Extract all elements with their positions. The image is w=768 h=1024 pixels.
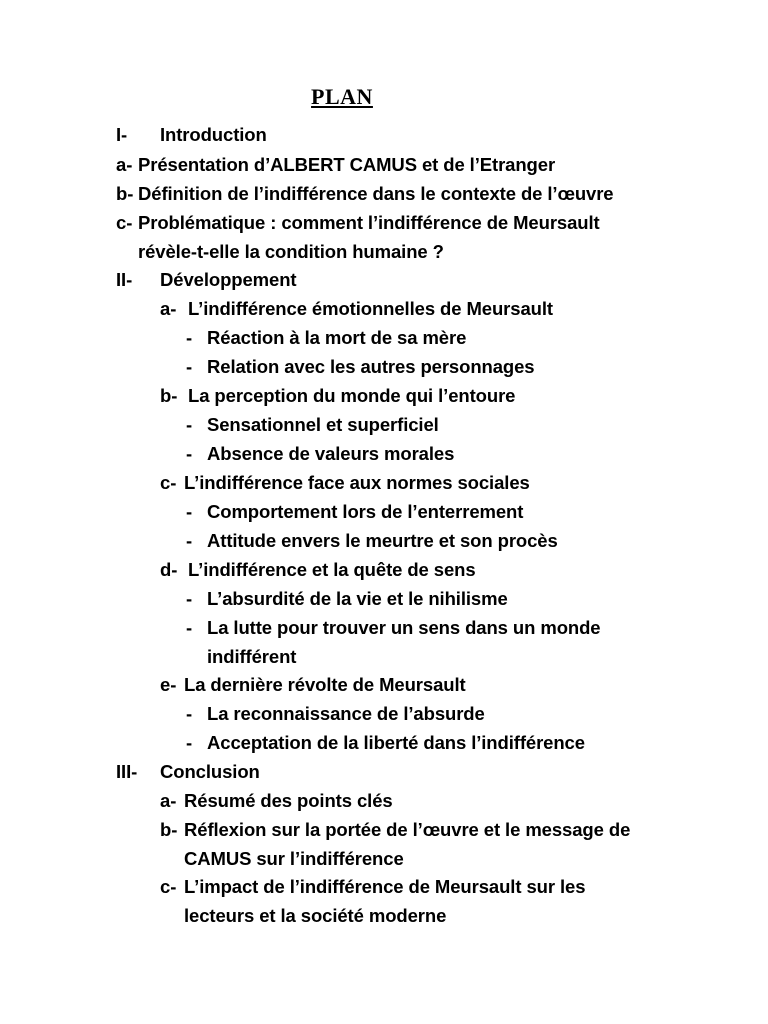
outline-item: L’indifférence face aux normes sociales (184, 472, 530, 493)
outline-marker: e- (160, 674, 177, 695)
outline-marker: - (186, 327, 193, 348)
outline-item: Problématique : comment l’indifférence de Meursault (138, 212, 600, 233)
outline-marker: a- (160, 298, 177, 319)
outline-item: Développement (160, 269, 297, 290)
outline-marker: - (186, 501, 193, 522)
outline-marker: c- (160, 876, 177, 897)
outline-item: Acceptation de la liberté dans l’indifférence (207, 732, 585, 753)
outline-item: Attitude envers le meurtre et son procès (207, 530, 558, 551)
outline-marker: - (186, 617, 193, 638)
outline-item: La lutte pour trouver un sens dans un monde (207, 617, 601, 638)
outline-item: L’absurdité de la vie et le nihilisme (207, 588, 508, 609)
outline-item: Comportement lors de l’enterrement (207, 501, 524, 522)
outline-marker: - (186, 530, 193, 551)
outline-item: Absence de valeurs morales (207, 443, 455, 464)
outline-marker: - (186, 703, 193, 724)
outline-marker: a- (160, 790, 177, 811)
outline-item: CAMUS sur l’indifférence (184, 848, 404, 869)
outline-marker: d- (160, 559, 178, 580)
outline-marker: c- (160, 472, 177, 493)
outline-item: Définition de l’indifférence dans le contexte de l’œuvre (138, 183, 614, 204)
outline-item: L’indifférence et la quête de sens (188, 559, 476, 580)
outline-item: Conclusion (160, 761, 260, 782)
outline-marker: - (186, 732, 193, 753)
outline-marker: - (186, 588, 193, 609)
outline-item: Résumé des points clés (184, 790, 393, 811)
outline-item: indifférent (207, 646, 297, 667)
page-title: PLAN (311, 84, 373, 109)
outline-marker: b- (160, 385, 178, 406)
outline-marker: b- (116, 183, 134, 204)
outline-marker: III- (116, 761, 138, 782)
outline-item: Sensationnel et superficiel (207, 414, 439, 435)
outline-marker: I- (116, 124, 128, 145)
outline-marker: a- (116, 154, 133, 175)
outline-item: Présentation d’ALBERT CAMUS et de l’Etranger (138, 154, 556, 175)
outline-marker: - (186, 443, 193, 464)
outline-item: La reconnaissance de l’absurde (207, 703, 485, 724)
outline-item: Relation avec les autres personnages (207, 356, 535, 377)
outline-marker: c- (116, 212, 133, 233)
outline-item: La perception du monde qui l’entoure (188, 385, 516, 406)
outline-item: Réaction à la mort de sa mère (207, 327, 467, 348)
outline-item: lecteurs et la société moderne (184, 905, 447, 926)
outline-item: révèle-t-elle la condition humaine ? (138, 241, 444, 262)
outline-marker: II- (116, 269, 133, 290)
outline-item: Introduction (160, 124, 267, 145)
outline-item: Réflexion sur la portée de l’œuvre et le message de (184, 819, 631, 840)
outline-marker: - (186, 356, 193, 377)
outline-item: L’impact de l’indifférence de Meursault sur les (184, 876, 586, 897)
outline-item: L’indifférence émotionnelles de Meursault (188, 298, 553, 319)
outline-marker: b- (160, 819, 178, 840)
outline-item: La dernière révolte de Meursault (184, 674, 466, 695)
outline-marker: - (186, 414, 193, 435)
